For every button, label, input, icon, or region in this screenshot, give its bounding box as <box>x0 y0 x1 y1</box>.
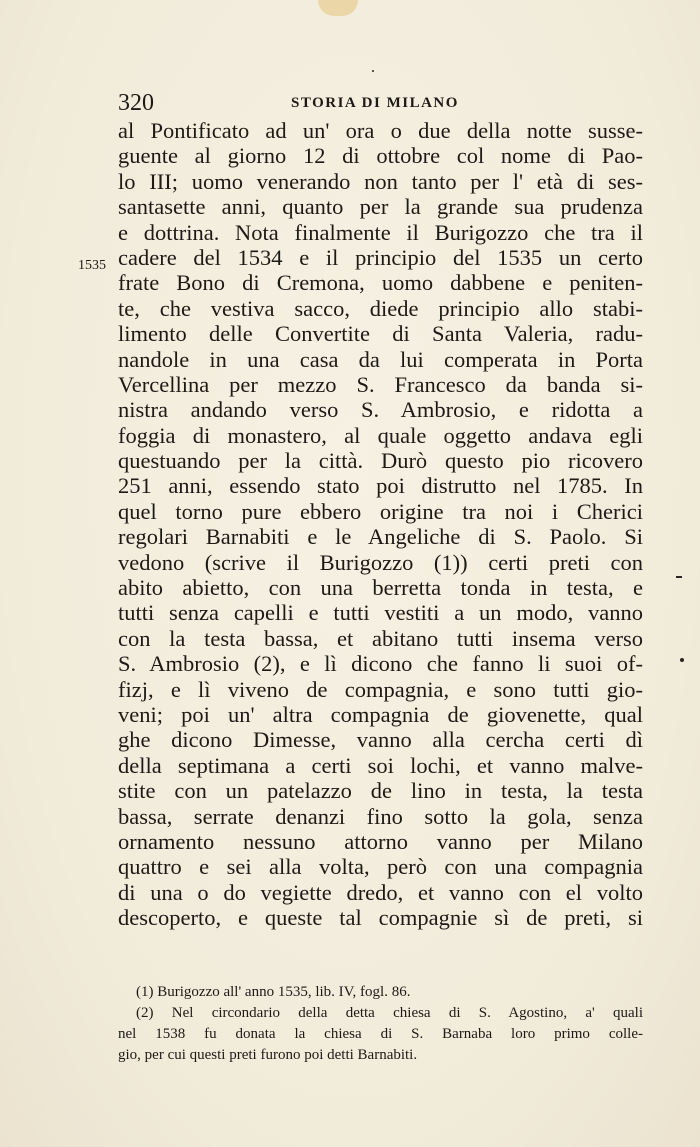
body-text <box>118 118 643 931</box>
text-line: descoperto, e queste tal compagnie sì de preti, si <box>118 905 643 931</box>
text-line: lo III; uomo venerando non tanto per l' età di ses- <box>118 168 643 194</box>
page-header <box>118 88 643 118</box>
text-line: te, che vestiva sacco, diede principio allo stabi- <box>118 295 643 321</box>
text-line: questuando per la città. Durò questo pio ricovero <box>118 448 643 474</box>
paper-stain <box>318 0 358 16</box>
text-line: guente al giorno 12 di ottobre col nome di Pao- <box>118 143 643 169</box>
text-line: abito abietto, con una berretta tonda in testa, e <box>118 575 643 601</box>
margin-speck <box>372 70 374 72</box>
margin-speck <box>676 576 682 578</box>
text-line: fizj, e lì viveno de compagnia, e sono tutti gio- <box>118 676 643 702</box>
margin-speck <box>680 658 684 662</box>
text-line: e dottrina. Nota finalmente il Burigozzo che tra il <box>118 219 643 245</box>
text-line: tutti senza capelli e tutti vestiti a un modo, vanno <box>118 600 643 626</box>
text-line: di una o do vegiette dredo, et vanno con el volto <box>118 879 643 905</box>
page-number: 320 <box>118 90 154 116</box>
text-line: al Pontificato ad un' ora o due della notte susse- <box>118 118 643 143</box>
text-line: stite con un patelazzo de lino in testa, la testa <box>118 778 643 804</box>
text-line: nandole in una casa da lui comperata in Porta <box>118 346 643 372</box>
text-line: frate Bono di Cremona, uomo dabbene e peniten- <box>118 270 643 296</box>
text-line: quel torno pure ebbero origine tra noi i Cherici <box>118 498 643 524</box>
text-line: nistra andando verso S. Ambrosio, e ridotta a <box>118 397 643 423</box>
text-line: veni; poi un' altra compagnia de giovenette, qual <box>118 701 643 727</box>
text-line: ornamento nessuno attorno vanno per Milano <box>118 828 643 854</box>
footnote-2: (2) Nel circondario della detta chiesa di S. Agostino, a' quali <box>136 1005 643 1021</box>
text-line: foggia di monastero, al quale oggetto andava egli <box>118 422 643 448</box>
footnotes <box>118 982 643 1066</box>
margin-year-note: 1535 <box>78 258 106 273</box>
text-line: bassa, serrate denanzi fino sotto la gola, senza <box>118 803 643 829</box>
text-line: Vercellina per mezzo S. Francesco da banda si- <box>118 371 643 397</box>
text-line: santasette anni, quanto per la grande sua prudenza <box>118 194 643 220</box>
text-line: vedono (scrive il Burigozzo (1)) certi preti con <box>118 549 643 575</box>
text-line: regolari Barnabiti e le Angeliche di S. Paolo. Si <box>118 524 643 550</box>
text-line: della septimana a certi soi lochi, et vanno malve- <box>118 752 643 778</box>
footnote-2-continued: nel 1538 fu donata la chiesa di S. Barnaba loro primo colle- <box>118 1026 643 1042</box>
text-line: quattro e sei alla volta, però con una compagnia <box>118 854 643 880</box>
footnote-2-continued: gio, per cui questi preti furono poi detti Barnabiti. <box>118 1047 418 1063</box>
text-line: con la testa bassa, et abitano tutti insema verso <box>118 625 643 651</box>
text-line: S. Ambrosio (2), e lì dicono che fanno li suoi of- <box>118 651 643 677</box>
text-line: cadere del 1534 e il principio del 1535 un certo <box>118 244 643 270</box>
text-line: 251 anni, essendo stato poi distrutto nel 1785. In <box>118 473 643 499</box>
text-line: ghe dicono Dimesse, vanno alla cercha certi dì <box>118 727 643 753</box>
footnote-1: (1) Burigozzo all' anno 1535, lib. IV, fogl. 86. <box>136 984 411 1000</box>
running-head: STORIA DI MILANO <box>291 95 459 111</box>
text-line: limento delle Convertite di Santa Valeria, radu- <box>118 321 643 347</box>
